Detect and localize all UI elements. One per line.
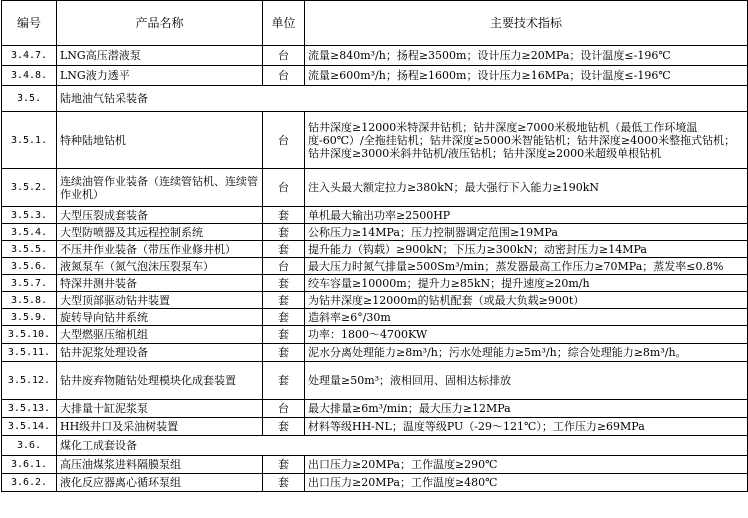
table-row bbox=[2, 241, 748, 258]
row-code: 3.5.5. bbox=[2, 241, 57, 258]
table-row bbox=[2, 344, 748, 362]
section-title: 煤化工成套设备 bbox=[57, 436, 748, 456]
header-spec: 主要技术指标 bbox=[305, 1, 748, 46]
row-name: 钻井废弃物随钻处理模块化成套装置 bbox=[57, 362, 263, 400]
row-spec: 单机最大输出功率≥2500HP bbox=[305, 207, 748, 224]
row-name: 大型压裂成套装备 bbox=[57, 207, 263, 224]
row-spec: 造斜率≥6°/30m bbox=[305, 309, 748, 326]
row-unit: 台 bbox=[263, 66, 305, 86]
row-spec: 泥水分离处理能力≥8m³/h；污水处理能力≥5m³/h；综合处理能力≥8m³/h。 bbox=[305, 344, 748, 362]
table-row bbox=[2, 66, 748, 86]
row-spec: 流量≥840m³/h；扬程≥3500m；设计压力≥20MPa；设计温度≤-196℃ bbox=[305, 46, 748, 66]
row-code: 3.4.8. bbox=[2, 66, 57, 86]
row-name: 连续油管作业装备（连续管钻机、连续管作业机） bbox=[57, 169, 263, 207]
row-spec: 最大压力时氮气排量≥500Sm³/min；蒸发器最高工作压力≥70MPa；蒸发率≤0.8% bbox=[305, 258, 748, 275]
row-spec: 处理量≥50m³；液相回用、固相达标排放 bbox=[305, 362, 748, 400]
section-title: 陆地油气钻采装备 bbox=[57, 86, 748, 112]
table-row bbox=[2, 400, 748, 418]
row-name: 不压井作业装备（带压作业修井机） bbox=[57, 241, 263, 258]
table-row bbox=[2, 207, 748, 224]
row-name: 大型燃驱压缩机组 bbox=[57, 326, 263, 344]
row-unit: 套 bbox=[263, 344, 305, 362]
row-name: LNG高压潜液泵 bbox=[57, 46, 263, 66]
row-spec: 注入头最大额定拉力≥380kN；最大强行下入能力≥190kN bbox=[305, 169, 748, 207]
table-row bbox=[2, 326, 748, 344]
table-row bbox=[2, 112, 748, 169]
row-unit: 台 bbox=[263, 112, 305, 169]
row-name: LNG液力透平 bbox=[57, 66, 263, 86]
table-row bbox=[2, 46, 748, 66]
row-spec: 公称压力≥14MPa；压力控制器调定范围≥19MPa bbox=[305, 224, 748, 241]
section-row bbox=[2, 436, 748, 456]
row-code: 3.5.9. bbox=[2, 309, 57, 326]
row-unit: 套 bbox=[263, 474, 305, 492]
table-row bbox=[2, 456, 748, 474]
row-code: 3.5.3. bbox=[2, 207, 57, 224]
row-spec: 功率：1800～4700KW bbox=[305, 326, 748, 344]
row-unit: 套 bbox=[263, 418, 305, 436]
table-row bbox=[2, 418, 748, 436]
table-row bbox=[2, 275, 748, 292]
row-code: 3.5.10. bbox=[2, 326, 57, 344]
table-row bbox=[2, 309, 748, 326]
row-unit: 套 bbox=[263, 275, 305, 292]
row-name: 特深井测井装备 bbox=[57, 275, 263, 292]
row-name: 大型防喷器及其远程控制系统 bbox=[57, 224, 263, 241]
row-spec: 流量≥600m³/h；扬程≥1600m；设计压力≥16MPa；设计温度≤-196℃ bbox=[305, 66, 748, 86]
row-spec: 绞车容量≥10000m；提升力≥85kN；提升速度≥20m/h bbox=[305, 275, 748, 292]
row-spec: 出口压力≥20MPa；工作温度≥290℃ bbox=[305, 456, 748, 474]
row-code: 3.5.8. bbox=[2, 292, 57, 309]
table-row bbox=[2, 224, 748, 241]
row-unit: 套 bbox=[263, 309, 305, 326]
row-unit: 套 bbox=[263, 224, 305, 241]
header-unit: 单位 bbox=[263, 1, 305, 46]
row-code: 3.5.2. bbox=[2, 169, 57, 207]
header-code: 编号 bbox=[2, 1, 57, 46]
row-spec: 提升能力（钩载）≥900kN；下压力≥300kN；动密封压力≥14MPa bbox=[305, 241, 748, 258]
row-unit: 台 bbox=[263, 169, 305, 207]
row-name: 大排量十缸泥浆泵 bbox=[57, 400, 263, 418]
row-code: 3.6.2. bbox=[2, 474, 57, 492]
table-row bbox=[2, 258, 748, 275]
row-unit: 套 bbox=[263, 207, 305, 224]
row-name: 钻井泥浆处理设备 bbox=[57, 344, 263, 362]
row-name: 液氮泵车（氮气泡沫压裂泵车） bbox=[57, 258, 263, 275]
row-unit: 套 bbox=[263, 456, 305, 474]
section-row bbox=[2, 86, 748, 112]
table-row bbox=[2, 292, 748, 309]
row-code: 3.5.7. bbox=[2, 275, 57, 292]
row-code: 3.6.1. bbox=[2, 456, 57, 474]
row-unit: 台 bbox=[263, 46, 305, 66]
row-unit: 套 bbox=[263, 326, 305, 344]
section-code: 3.6. bbox=[2, 436, 57, 456]
product-spec-table bbox=[1, 0, 748, 492]
row-code: 3.5.11. bbox=[2, 344, 57, 362]
row-code: 3.4.7. bbox=[2, 46, 57, 66]
row-spec: 出口压力≥20MPa；工作温度≥480℃ bbox=[305, 474, 748, 492]
table-row bbox=[2, 169, 748, 207]
row-name: 大型顶部驱动钻井装置 bbox=[57, 292, 263, 309]
row-code: 3.5.12. bbox=[2, 362, 57, 400]
row-name: 高压油煤浆进料隔膜泵组 bbox=[57, 456, 263, 474]
header-name: 产品名称 bbox=[57, 1, 263, 46]
row-code: 3.5.1. bbox=[2, 112, 57, 169]
row-unit: 套 bbox=[263, 292, 305, 309]
row-name: 液化反应器离心循环泵组 bbox=[57, 474, 263, 492]
row-code: 3.5.13. bbox=[2, 400, 57, 418]
row-spec: 钻井深度≥12000米特深井钻机；钻井深度≥7000米极地钻机（最低工作环境温度-60℃）/全拖挂钻机；钻井深度≥5000米智能钻机；钻井深度≥4000米整拖式钻机；钻井深度≥3000米斜井钻机/液压钻机；钻井深度≥2000米超级单根钻机 bbox=[305, 112, 748, 169]
row-name: HH级井口及采油树装置 bbox=[57, 418, 263, 436]
row-code: 3.5.4. bbox=[2, 224, 57, 241]
row-unit: 台 bbox=[263, 400, 305, 418]
row-name: 旋转导向钻井系统 bbox=[57, 309, 263, 326]
row-unit: 台 bbox=[263, 258, 305, 275]
row-spec: 最大排量≥6m³/min；最大压力≥12MPa bbox=[305, 400, 748, 418]
row-spec: 为钻井深度≥12000m的钻机配套（或最大负载≥900t） bbox=[305, 292, 748, 309]
row-code: 3.5.14. bbox=[2, 418, 57, 436]
row-code: 3.5.6. bbox=[2, 258, 57, 275]
row-name: 特种陆地钻机 bbox=[57, 112, 263, 169]
table-row bbox=[2, 362, 748, 400]
table-row bbox=[2, 474, 748, 492]
section-code: 3.5. bbox=[2, 86, 57, 112]
table-header-row bbox=[2, 1, 748, 46]
row-unit: 套 bbox=[263, 241, 305, 258]
row-unit: 套 bbox=[263, 362, 305, 400]
row-spec: 材料等级HH-NL；温度等级PU（-29～121℃）；工作压力≥69MPa bbox=[305, 418, 748, 436]
